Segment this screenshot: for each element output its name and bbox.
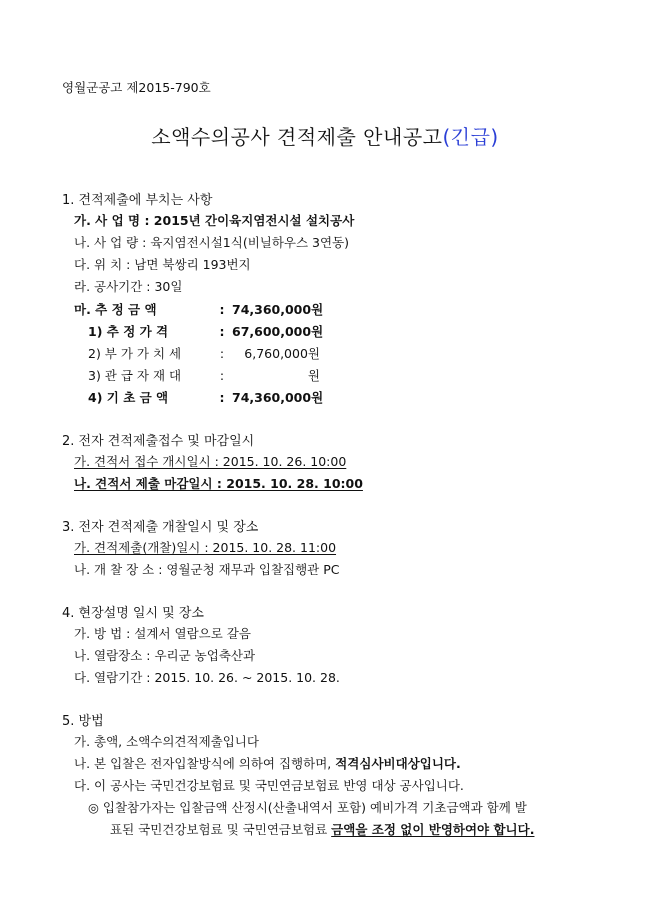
vat-value: 6,760,000원 (244, 346, 320, 361)
base-amount-label: 4) 기 초 금 액 (88, 390, 169, 405)
section1-vat (88, 344, 320, 362)
section1-project-quantity: 나. 사 업 량 : 육지염전시설1식(비닐하우스 3연동) (74, 235, 350, 250)
section5-heading: 5. 방법 (62, 714, 104, 729)
section5-note-line2 (110, 820, 534, 838)
note-line2-text: 표된 국민건강보험료 및 국민연금보험료 (110, 822, 332, 837)
govt-material-label: 3) 관 급 자 재 대 (88, 368, 182, 383)
estimated-price-value: 67,600,000원 (232, 324, 324, 339)
section2-open-datetime: 가. 견적서 접수 개시일시 : 2015. 10. 26. 10:00 (74, 454, 347, 469)
section1-heading: 1. 견적제출에 부치는 사항 (62, 193, 213, 208)
section4-heading: 4. 현장설명 일시 및 장소 (62, 606, 204, 621)
estimated-amount-label: 마. 추 정 금 액 (74, 302, 157, 317)
section5-insurance-target: 다. 이 공사는 국민건강보험료 및 국민연금보험료 반영 대상 공사입니다. (74, 778, 464, 793)
estimated-price-colon: : (219, 324, 225, 339)
bidding-method-text: 나. 본 입찰은 전자입찰방식에 의하여 집행하며, (74, 756, 336, 771)
base-amount-colon: : (219, 390, 225, 405)
section4-method: 가. 방 법 : 설계서 열람으로 갈음 (74, 626, 251, 641)
section4-viewing-place: 나. 열람장소 : 우리군 농업축산과 (74, 648, 256, 663)
section5-total-amount: 가. 총액, 소액수의견적제출입니다 (74, 734, 259, 749)
govt-material-value: 원 (307, 368, 320, 383)
section2-close-datetime: 나. 견적서 제출 마감일시 : 2015. 10. 28. 10:00 (74, 476, 363, 491)
title-urgent-tag: (긴급) (442, 125, 499, 149)
section3-opening-place: 나. 개 찰 장 소 : 영월군청 재무과 입찰집행관 PC (74, 562, 340, 577)
estimated-price-label: 1) 추 정 가 격 (88, 324, 169, 339)
page-title (0, 121, 650, 150)
vat-label: 2) 부 가 가 치 세 (88, 346, 182, 361)
section5-note-line1: ◎ 입찰참가자는 입찰금액 산정시(산출내역서 포함) 예비가격 기초금액과 함께 발 (88, 800, 527, 815)
section1-govt-material (88, 366, 320, 384)
govt-material-colon: : (219, 368, 225, 383)
section2-heading: 2. 전자 견적제출접수 및 마감일시 (62, 434, 255, 449)
section1-location: 다. 위 치 : 남면 북쌍리 193번지 (74, 257, 251, 272)
base-amount-value: 74,360,000원 (232, 390, 324, 405)
section3-opening-datetime: 가. 견적제출(개찰)일시 : 2015. 10. 28. 11:00 (74, 540, 337, 555)
section1-base-amount (88, 388, 324, 406)
section3-heading: 3. 전자 견적제출 개찰일시 및 장소 (62, 520, 259, 535)
section1-period: 라. 공사기간 : 30일 (74, 279, 183, 294)
note-line2-emphasis: 금액을 조정 없이 반영하여야 합니다. (331, 822, 535, 837)
section5-bidding-method (74, 754, 461, 772)
document-number: 영월군공고 제2015-790호 (62, 80, 211, 95)
section4-viewing-period: 다. 열람기간 : 2015. 10. 26. ~ 2015. 10. 28. (74, 670, 340, 685)
section1-estimated-amount (74, 300, 324, 318)
bidding-method-emphasis: 적격심사비대상입니다. (335, 756, 461, 771)
section1-project-name: 가. 사 업 명 : 2015년 간이육지염전시설 설치공사 (74, 213, 355, 228)
estimated-amount-value: 74,360,000원 (232, 302, 324, 317)
title-main: 소액수의공사 견적제출 안내공고 (151, 125, 443, 149)
vat-colon: : (219, 346, 225, 361)
section1-estimated-price (88, 322, 324, 340)
estimated-amount-colon: : (219, 302, 225, 317)
